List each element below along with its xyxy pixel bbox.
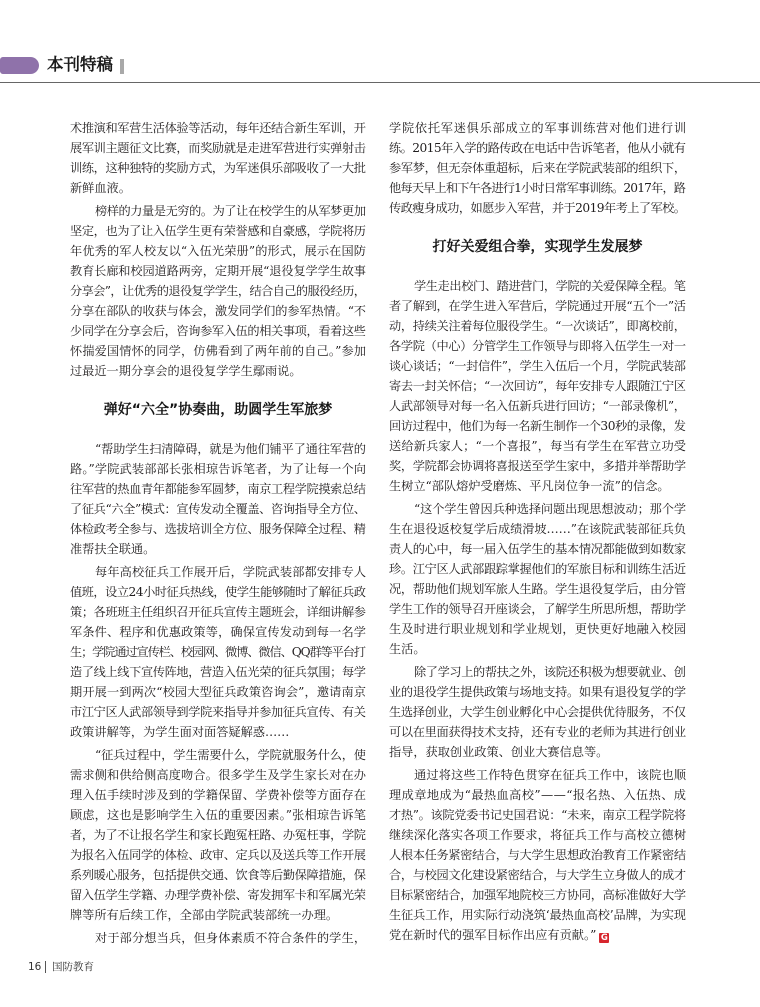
text-line: 过最近一期分享会的退役复学学生鄢雨说。 [70,364,302,378]
text-line: 往军营的热血青年都能参军圆梦，南京工程学院摸索总结 [70,482,366,496]
text-line: 期开展一到两次“校园大型征兵政策咨询会”，邀请南京 [70,685,367,699]
text-line: 珍。江宁区人武部跟踪掌握他们的军旅目标和训练生活近 [389,562,686,576]
text-line: 路。”学院武装部部长张相琼告诉笔者，为了让每一个向 [70,462,367,476]
text-line: 送给新兵家人；“一个喜报”，每当有学生在军营立功受 [389,439,687,453]
text-line: 值班，设立24小时征兵热线，使学生能够随时了解征兵政 [70,585,366,599]
paragraph [389,662,686,762]
left-column [70,118,366,948]
text-line: 理入伍手续时涉及到的学籍保留、学费补偿等方面存在 [70,788,367,802]
text-line: 政策讲解等，为学生面对面答疑解惑…… [70,725,290,739]
text-line: 才热”。该院党委书记史国君说：“未来，南京工程学院将 [389,808,686,822]
text-line: “帮助学生扫清障碍，就是为他们铺平了通往军营的 [95,442,366,456]
paragraph [70,928,366,948]
text-line: 年优秀的军人校友以“入伍光荣册”的形式，展示在国防 [70,244,367,258]
text-line: 生活。 [389,642,426,656]
text-line: 动，持续关注着每位服役学生。“一次谈话”，即离校前， [389,319,686,333]
right-column [389,118,686,945]
text-line: 业的退役学生提供政策与场地支持。如果有退役复学的学 [389,685,686,699]
text-line: 每年高校征兵工作展开后，学院武装部都安排专人 [95,565,367,579]
text-line: 术推演和军营生活体验等活动，每年还结合新生军训，开 [70,121,366,135]
text-line: 谈心谈话；“一封信件”，学生入伍后一个月，学院武装部 [389,359,686,373]
text-line: 榜样的力量是无穷的。为了让在校学生的从军梦更加 [95,204,366,218]
text-line: 生选择创业，大学生创业孵化中心会提供优待服务，不仅 [389,705,686,719]
text-line: 教育长廊和校园道路两旁，定期开展“退役复学学生故事 [70,264,366,278]
paragraph [389,765,686,945]
paragraph [70,118,366,198]
text-line: 人根本任务紧密结合，与大学生思想政治教育工作紧密结 [389,848,686,862]
section-title: 本刊特稿 [47,55,113,74]
text-line: “这个学生曾因兵种选择问题出现思想波动；那个学 [414,502,686,516]
text-line: 继续深化落实各项工作要求，将征兵工作与高校立德树 [389,828,687,842]
text-line: 造了线上线下宣传阵地，营造入伍光荣的征兵氛围；每学 [70,665,366,679]
text-line: 展军训主题征文比赛，而奖励就是走进军营进行实弹射击 [70,141,366,155]
text-line-content: 党在新时代的强军目标作出应有贡献。” [389,928,597,942]
text-line: 生及时进行职业规划和学业规划，更快更好地融入校园 [389,622,687,636]
text-line: 回访过程中，他们为每一名新生制作一个30秒的录像，发 [389,419,686,433]
paragraph [70,745,366,925]
text-line: 少同学在分享会后，咨询参军入伍的相关事项，看着这些 [70,324,366,338]
text-line: 训练，这种独特的奖励方式，为军迷俱乐部吸收了一大批 [70,161,366,175]
text-line: 况，帮助他们规划军旅人生路。学生退役复学后，由分管 [389,582,686,596]
text-line: 策；各班班主任组织召开征兵宣传主题班会，详细讲解参 [70,605,366,619]
text-line: 者，为了不让报名学生和家长跑冤枉路、办冤枉事，学院 [70,828,366,842]
text-line: 了征兵“六全”模式：宣传发动全覆盖、咨询指导全方位、 [70,502,366,516]
text-line: 责人的心中，每一届入伍学生的基本情况都能做到如数家 [389,542,686,556]
text-line: 人武部领导对每一名入伍新兵进行回访；“一部录像机”， [389,399,686,413]
text-line: 分享在部队的收获与体会，激发同学们的参军热情。“不 [70,304,366,318]
section-label-bar [0,57,39,74]
text-line: 合，与校园文化建设紧密结合，与大学生立身做人的成才 [389,868,686,882]
text-line: 练。2015年入学的路传政在电话中告诉笔者，他从小就有 [389,141,686,155]
text-line: 生；学院通过宣传栏、校园网、微博、微信、QQ群等平台打 [70,645,365,659]
text-line: 为报名入伍同学的体检、政审、定兵以及送兵等工作开展 [70,848,366,862]
paragraph [389,276,686,496]
page-number: 16 [28,961,42,973]
text-line: 生在退役返校复学后成绩滑坡……”在该院武装部征兵负 [389,522,686,536]
text-line: 生树立“部队熔炉受磨炼、平凡岗位争一流”的信念。 [389,479,670,493]
text-line: 理成章地成为“最热血高校”——“报名热、入伍热、成 [389,788,687,802]
paragraph [70,439,366,559]
text-line: 需求侧和供给侧高度吻合。很多学生及学生家长对在办 [70,768,367,782]
text-line: 怀揣爱国情怀的同学，仿佛看到了两年前的自己。”参加 [70,344,367,358]
text-line: 学生走出校门、踏进营门，学院的关爱保障全程。笔 [414,279,686,293]
text-line: 体检政考全参与、选拔培训全方位、服务保障全过程、精 [70,522,366,536]
text-line: 通过将这些工作特色贯穿在征兵工作中，该院也顺 [414,768,687,782]
section-heading: 弹好“六全”协奏曲，助圆学生军旅梦 [103,402,333,418]
end-mark-logo: G [600,933,608,943]
text-line: 可以在里面获得技术支持，还有专业的老师为其进行创业 [389,725,686,739]
text-line: 系列暖心服务，包括提供交通、饮食等后勤保障措施，保 [70,868,366,882]
section-heading: 打好关爱组合拳，实现学生发展梦 [432,239,643,255]
text-line: 牌等所有后续工作，全部由学院武装部统一办理。 [70,908,339,922]
text-line: 者了解到，在学生进入军营后，学院通过开展“五个一”活 [389,299,686,313]
paragraph [70,562,366,742]
paragraph [389,118,686,218]
paragraph [389,499,686,659]
text-line: 参军梦，但无奈体重超标，后来在学院武装部的组织下， [389,161,686,175]
text-line: 顾虑，这也是影响学生入伍的重要因素。”张相琼告诉笔 [70,808,367,822]
text-line: 市江宁区人武部领导到学院来指导并参加征兵宣传、有关 [70,705,366,719]
text-line: 指导，获取创业政策、创业大赛信息等。 [389,745,609,759]
paragraph [70,201,366,381]
text-line: 准帮扶全联通。 [70,542,156,556]
text-line: 学院依托军迷俱乐部成立的军事训练营对他们进行训 [389,121,687,135]
text-line: 生征兵工作，用实际行动浇筑‘最热血高校’品牌，为实现 [389,908,686,922]
text-line: 留入伍学生学籍、办理学费补偿、寄发拥军卡和军属光荣 [70,888,366,902]
publication-name: 国防教育 [52,961,94,973]
text-line: 各学院（中心）分管学生工作领导与即将入伍学生一对一 [389,339,686,353]
text-line: 军条件、程序和优惠政策等，确保宣传发动到每一名学 [70,625,367,639]
text-line: 他每天早上和下午各进行1小时日常军事训练。2017年，路 [389,181,686,195]
text-line: “征兵过程中，学生需要什么，学院就服务什么，使 [95,748,366,762]
footer-separator [45,961,46,973]
text-line: 奖，学院都会协调将喜报送至学生家中，多措并举帮助学 [389,459,686,473]
text-line: 新鲜血液。 [70,181,131,195]
text-line: 除了学习上的帮扶之外，该院还积极为想要就业、创 [414,665,686,679]
text-line: 寄去一封关怀信；“一次回访”，每年安排专人跟随江宁区 [389,379,686,393]
text-line: 分享会”，让优秀的退役复学学生，结合自己的服役经历， [70,284,366,298]
text-line: 对于部分想当兵，但身体素质不符合条件的学生， [95,931,367,945]
text-line: 坚定，也为了让入伍学生更有荣誉感和自豪感，学院将历 [70,224,366,238]
text-line: 传政瘦身成功，如愿步入军营，并于2019年考上了军校。 [389,201,686,215]
text-line: 学生工作的领导召开座谈会，了解学生所思所想，帮助学 [389,602,686,616]
header-rule [0,82,760,83]
text-line [389,925,686,945]
text-line: 目标紧密结合，加强军地院校三方协同，高标准做好大学 [389,888,686,902]
title-divider [120,59,124,74]
